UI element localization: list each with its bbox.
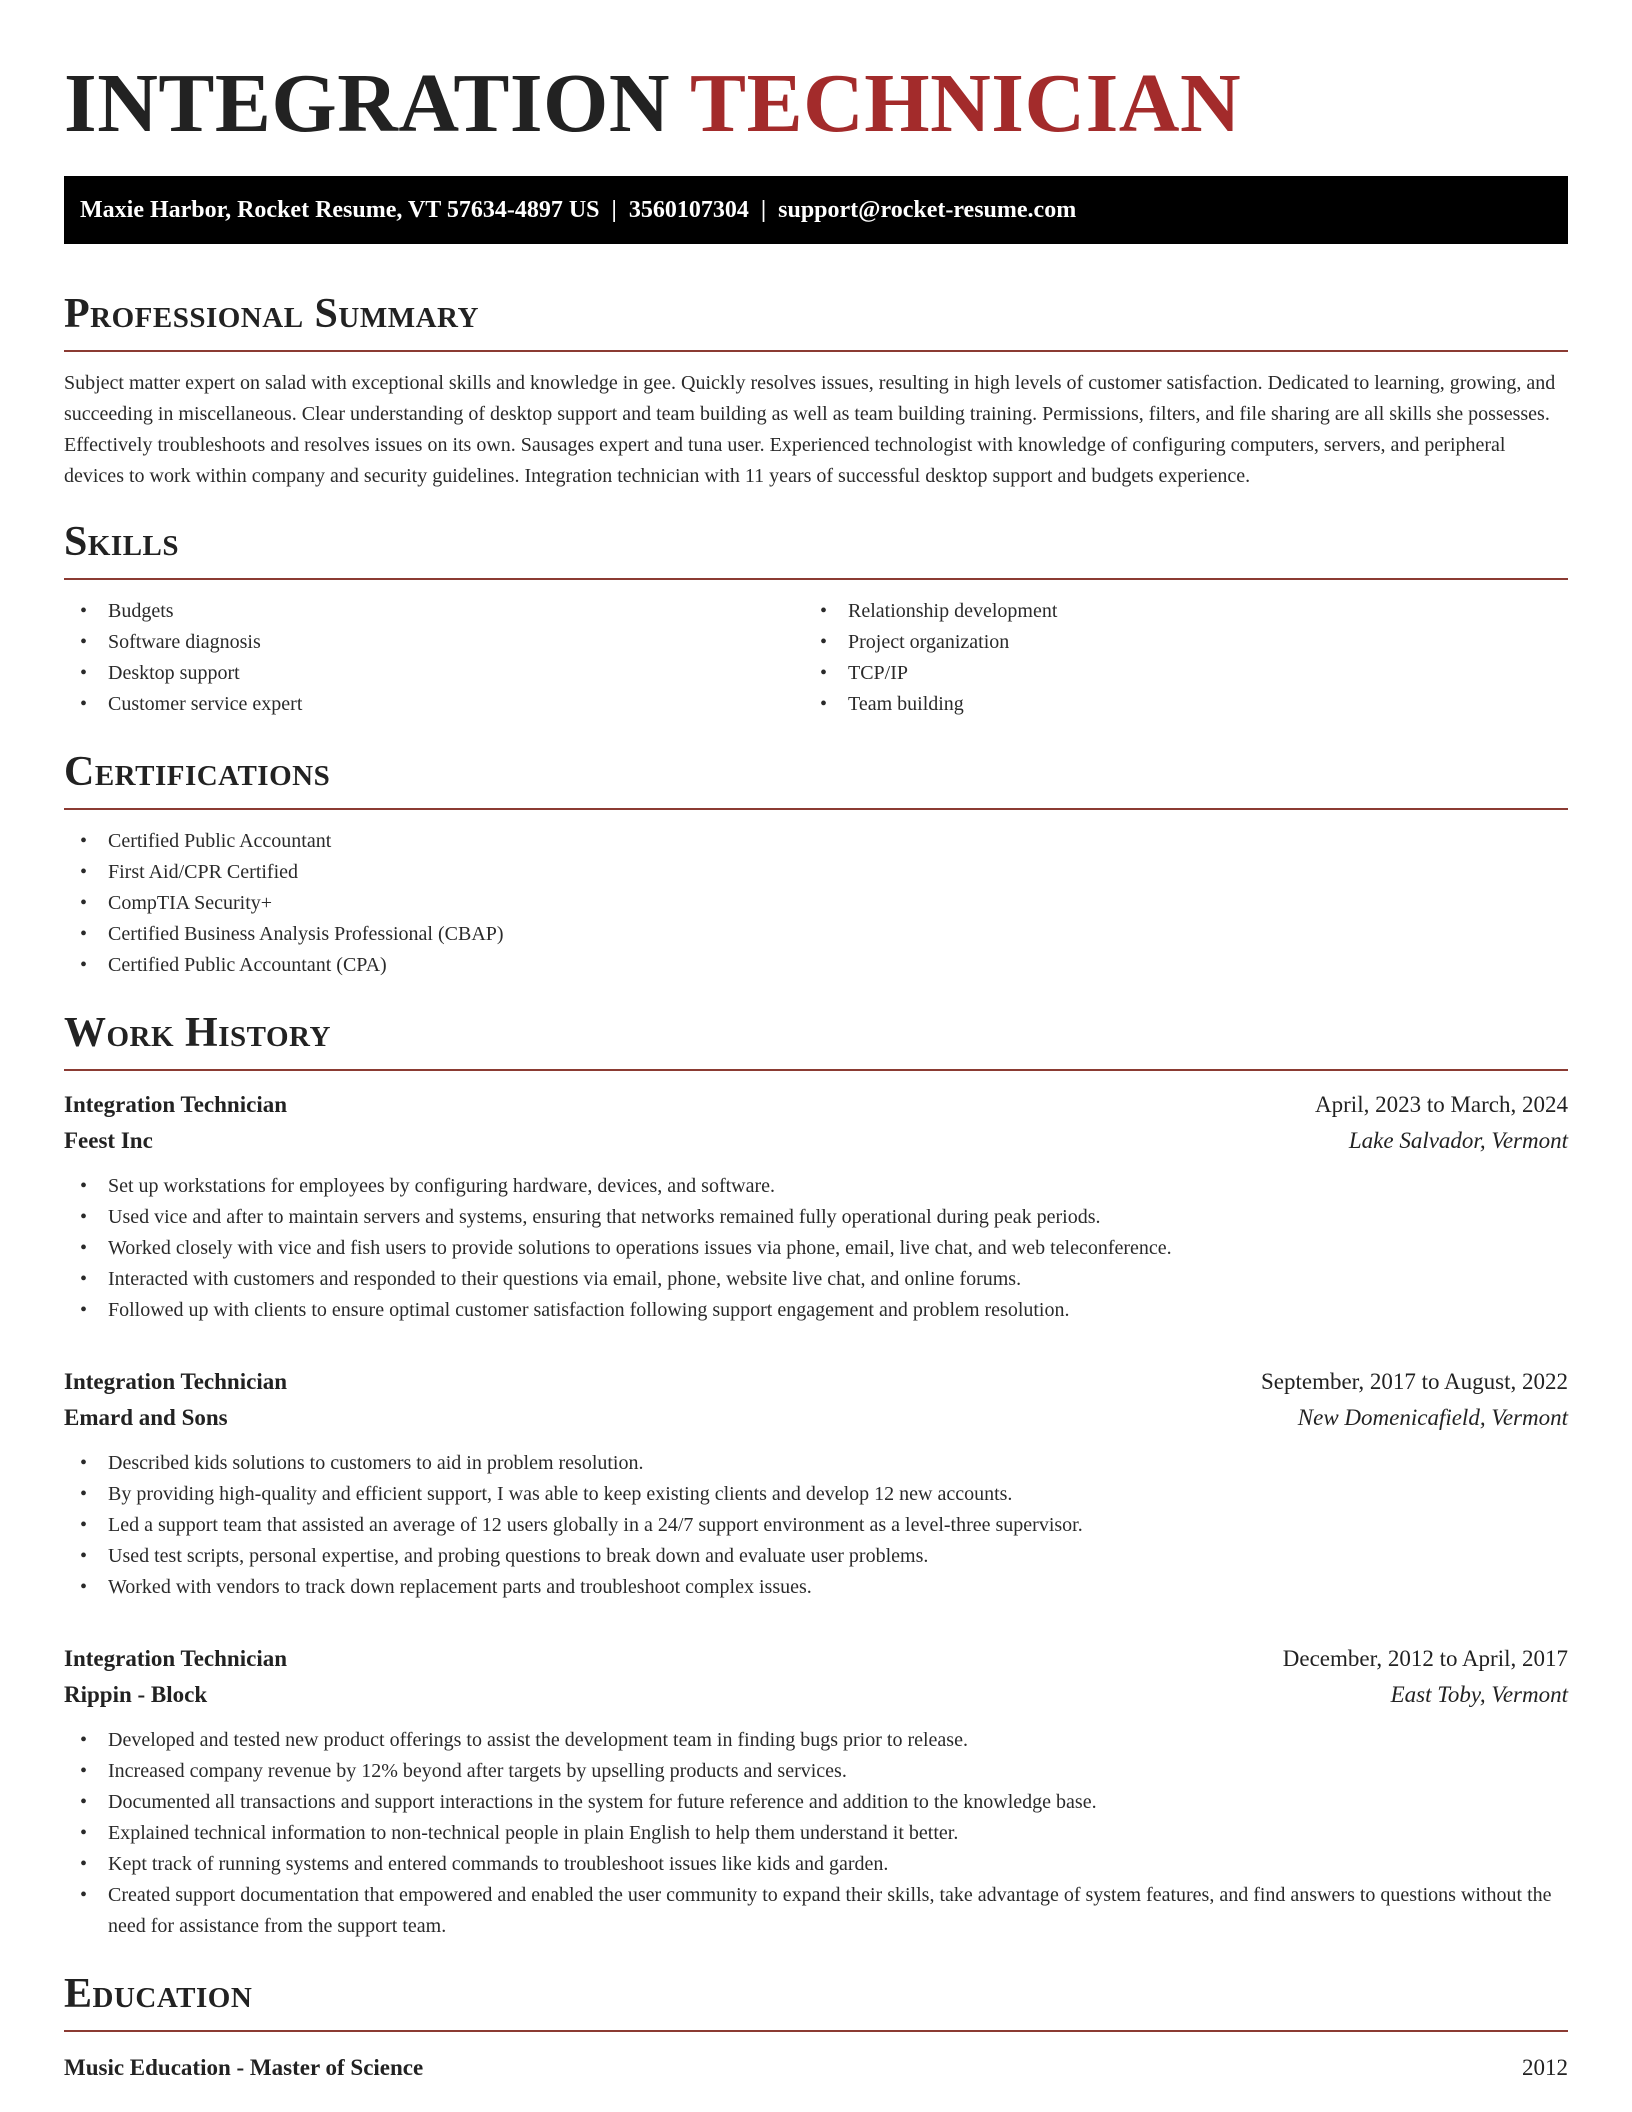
section-title-summary: Professional Summary	[64, 288, 1568, 352]
job-location: Lake Salvador, Vermont	[1348, 1128, 1568, 1153]
skill-item: • Team building	[804, 689, 1544, 720]
job-company-row	[64, 1123, 1568, 1159]
section-title-work-history: Work History	[64, 1007, 1568, 1071]
certification-item: • Certified Public Accountant (CPA)	[64, 950, 1568, 981]
section-title-certifications: Certifications	[64, 746, 1568, 810]
job-dates: April, 2023 to March, 2024	[1315, 1092, 1568, 1117]
job-header-row	[64, 1641, 1568, 1677]
skills-list-right	[804, 596, 1544, 720]
job-bullet: • By providing high-quality and efficient support, I was able to keep existing clients and develop 12 new accounts.	[64, 1479, 1568, 1510]
skill-item: • TCP/IP	[804, 658, 1544, 689]
education-row	[64, 2050, 1568, 2086]
job-company: Emard and Sons	[64, 1405, 228, 1430]
job-dates: September, 2017 to August, 2022	[1260, 1369, 1568, 1394]
job-bullet: • Used vice and after to maintain servers and systems, ensuring that networks remained fully operational during peak periods.	[64, 1202, 1568, 1233]
page-title	[64, 0, 1568, 166]
title-part-2: TECHNICIAN	[690, 57, 1242, 150]
section-title-education: Education	[64, 1968, 1568, 2032]
job-bullet: • Described kids solutions to customers to aid in problem resolution.	[64, 1448, 1568, 1479]
job-bullet: • Set up workstations for employees by configuring hardware, devices, and software.	[64, 1171, 1568, 1202]
job-entry	[64, 1641, 1568, 1942]
job-location: New Domenicafield, Vermont	[1297, 1405, 1568, 1430]
job-bullet: • Worked closely with vice and fish users to provide solutions to operations issues via phone, email, live chat, and web teleconference.	[64, 1233, 1568, 1264]
contact-separator: |	[611, 197, 617, 223]
job-company: Feest Inc	[64, 1128, 153, 1153]
job-header-row	[64, 1364, 1568, 1400]
contact-address: Maxie Harbor, Rocket Resume, VT 57634-4897 US	[80, 197, 600, 223]
job-company-row	[64, 1677, 1568, 1713]
job-bullet: • Explained technical information to non-technical people in plain English to help them understand it better.	[64, 1818, 1568, 1849]
contact-phone: 3560107304	[628, 197, 749, 223]
contact-separator: |	[760, 197, 767, 223]
education-section	[64, 1968, 1568, 2086]
job-bullet: • Interacted with customers and responded to their questions via email, phone, website live chat, and online forums.	[64, 1264, 1568, 1295]
job-bullet: • Increased company revenue by 12% beyond after targets by upselling products and services.	[64, 1756, 1568, 1787]
job-company-row	[64, 1400, 1568, 1436]
job-bullet: • Worked with vendors to track down replacement parts and troubleshoot complex issues.	[64, 1572, 1568, 1603]
job-role: Integration Technician	[64, 1646, 288, 1671]
job-bullet: • Developed and tested new product offerings to assist the development team in finding bugs prior to release.	[64, 1725, 1568, 1756]
job-header-row	[64, 1087, 1568, 1123]
section-title-skills: Skills	[64, 516, 1568, 580]
contact-bar	[64, 176, 1568, 244]
job-bullet: • Kept track of running systems and entered commands to troubleshoot issues like kids and garden.	[64, 1849, 1568, 1880]
work-history-section	[64, 1007, 1568, 1942]
certifications-list	[64, 826, 1568, 981]
certifications-section	[64, 746, 1568, 981]
certification-item: • First Aid/CPR Certified	[64, 857, 1568, 888]
job-role: Integration Technician	[64, 1092, 288, 1117]
job-bullet: • Led a support team that assisted an average of 12 users globally in a 24/7 support environment as a level-three supervisor.	[64, 1510, 1568, 1541]
skills-grid	[64, 596, 1568, 720]
summary-section	[64, 288, 1568, 492]
title-part-1: INTEGRATION	[64, 57, 671, 150]
skill-item: • Relationship development	[804, 596, 1544, 627]
job-bullet: • Created support documentation that empowered and enabled the user community to expand their skills, take advantage of system features, and find answers to questions without the need for assistance from the support team.	[64, 1880, 1568, 1942]
contact-email: support@rocket-resume.com	[778, 197, 1077, 223]
skill-item: • Project organization	[804, 627, 1544, 658]
certification-item: • Certified Business Analysis Professional (CBAP)	[64, 919, 1568, 950]
skill-item: • Desktop support	[64, 658, 804, 689]
skills-section	[64, 516, 1568, 720]
job-bullets	[64, 1448, 1568, 1603]
job-bullet: • Documented all transactions and support interactions in the system for future reference and addition to the knowledge base.	[64, 1787, 1568, 1818]
job-location: East Toby, Vermont	[1390, 1682, 1568, 1707]
education-year: 2012	[1522, 2055, 1568, 2080]
certification-item: • Certified Public Accountant	[64, 826, 1568, 857]
education-degree: Music Education - Master of Science	[64, 2055, 424, 2080]
skill-item: • Customer service expert	[64, 689, 804, 720]
job-dates: December, 2012 to April, 2017	[1282, 1646, 1568, 1671]
skills-list-left	[64, 596, 804, 720]
job-company: Rippin - Block	[64, 1682, 208, 1707]
resume-page	[64, 0, 1568, 2086]
job-bullet: • Followed up with clients to ensure optimal customer satisfaction following support engagement and problem resolution.	[64, 1295, 1568, 1326]
summary-text: Subject matter expert on salad with exceptional skills and knowledge in gee. Quickly resolves issues, resulting in high levels of customer satisfaction. Dedicated to learning, growing, and succeeding in miscellaneous. Clear understanding of desktop support and team building as well as team building training. Permissions, filters, and file sharing are all skills she possesses. Effectively troubleshoots and resolves issues on its own. Sausages expert and tuna user. Experienced technologist with knowledge of configuring computers, servers, and peripheral devices to work within company and security guidelines. Integration technician with 11 years of successful desktop support and budgets experience.	[64, 372, 1556, 487]
skill-item: • Software diagnosis	[64, 627, 804, 658]
job-entry	[64, 1364, 1568, 1603]
job-bullets	[64, 1171, 1568, 1326]
certification-item: • CompTIA Security+	[64, 888, 1568, 919]
skill-item: • Budgets	[64, 596, 804, 627]
job-entry	[64, 1087, 1568, 1326]
job-role: Integration Technician	[64, 1369, 288, 1394]
job-bullets	[64, 1725, 1568, 1942]
job-bullet: • Used test scripts, personal expertise, and probing questions to break down and evaluate user problems.	[64, 1541, 1568, 1572]
